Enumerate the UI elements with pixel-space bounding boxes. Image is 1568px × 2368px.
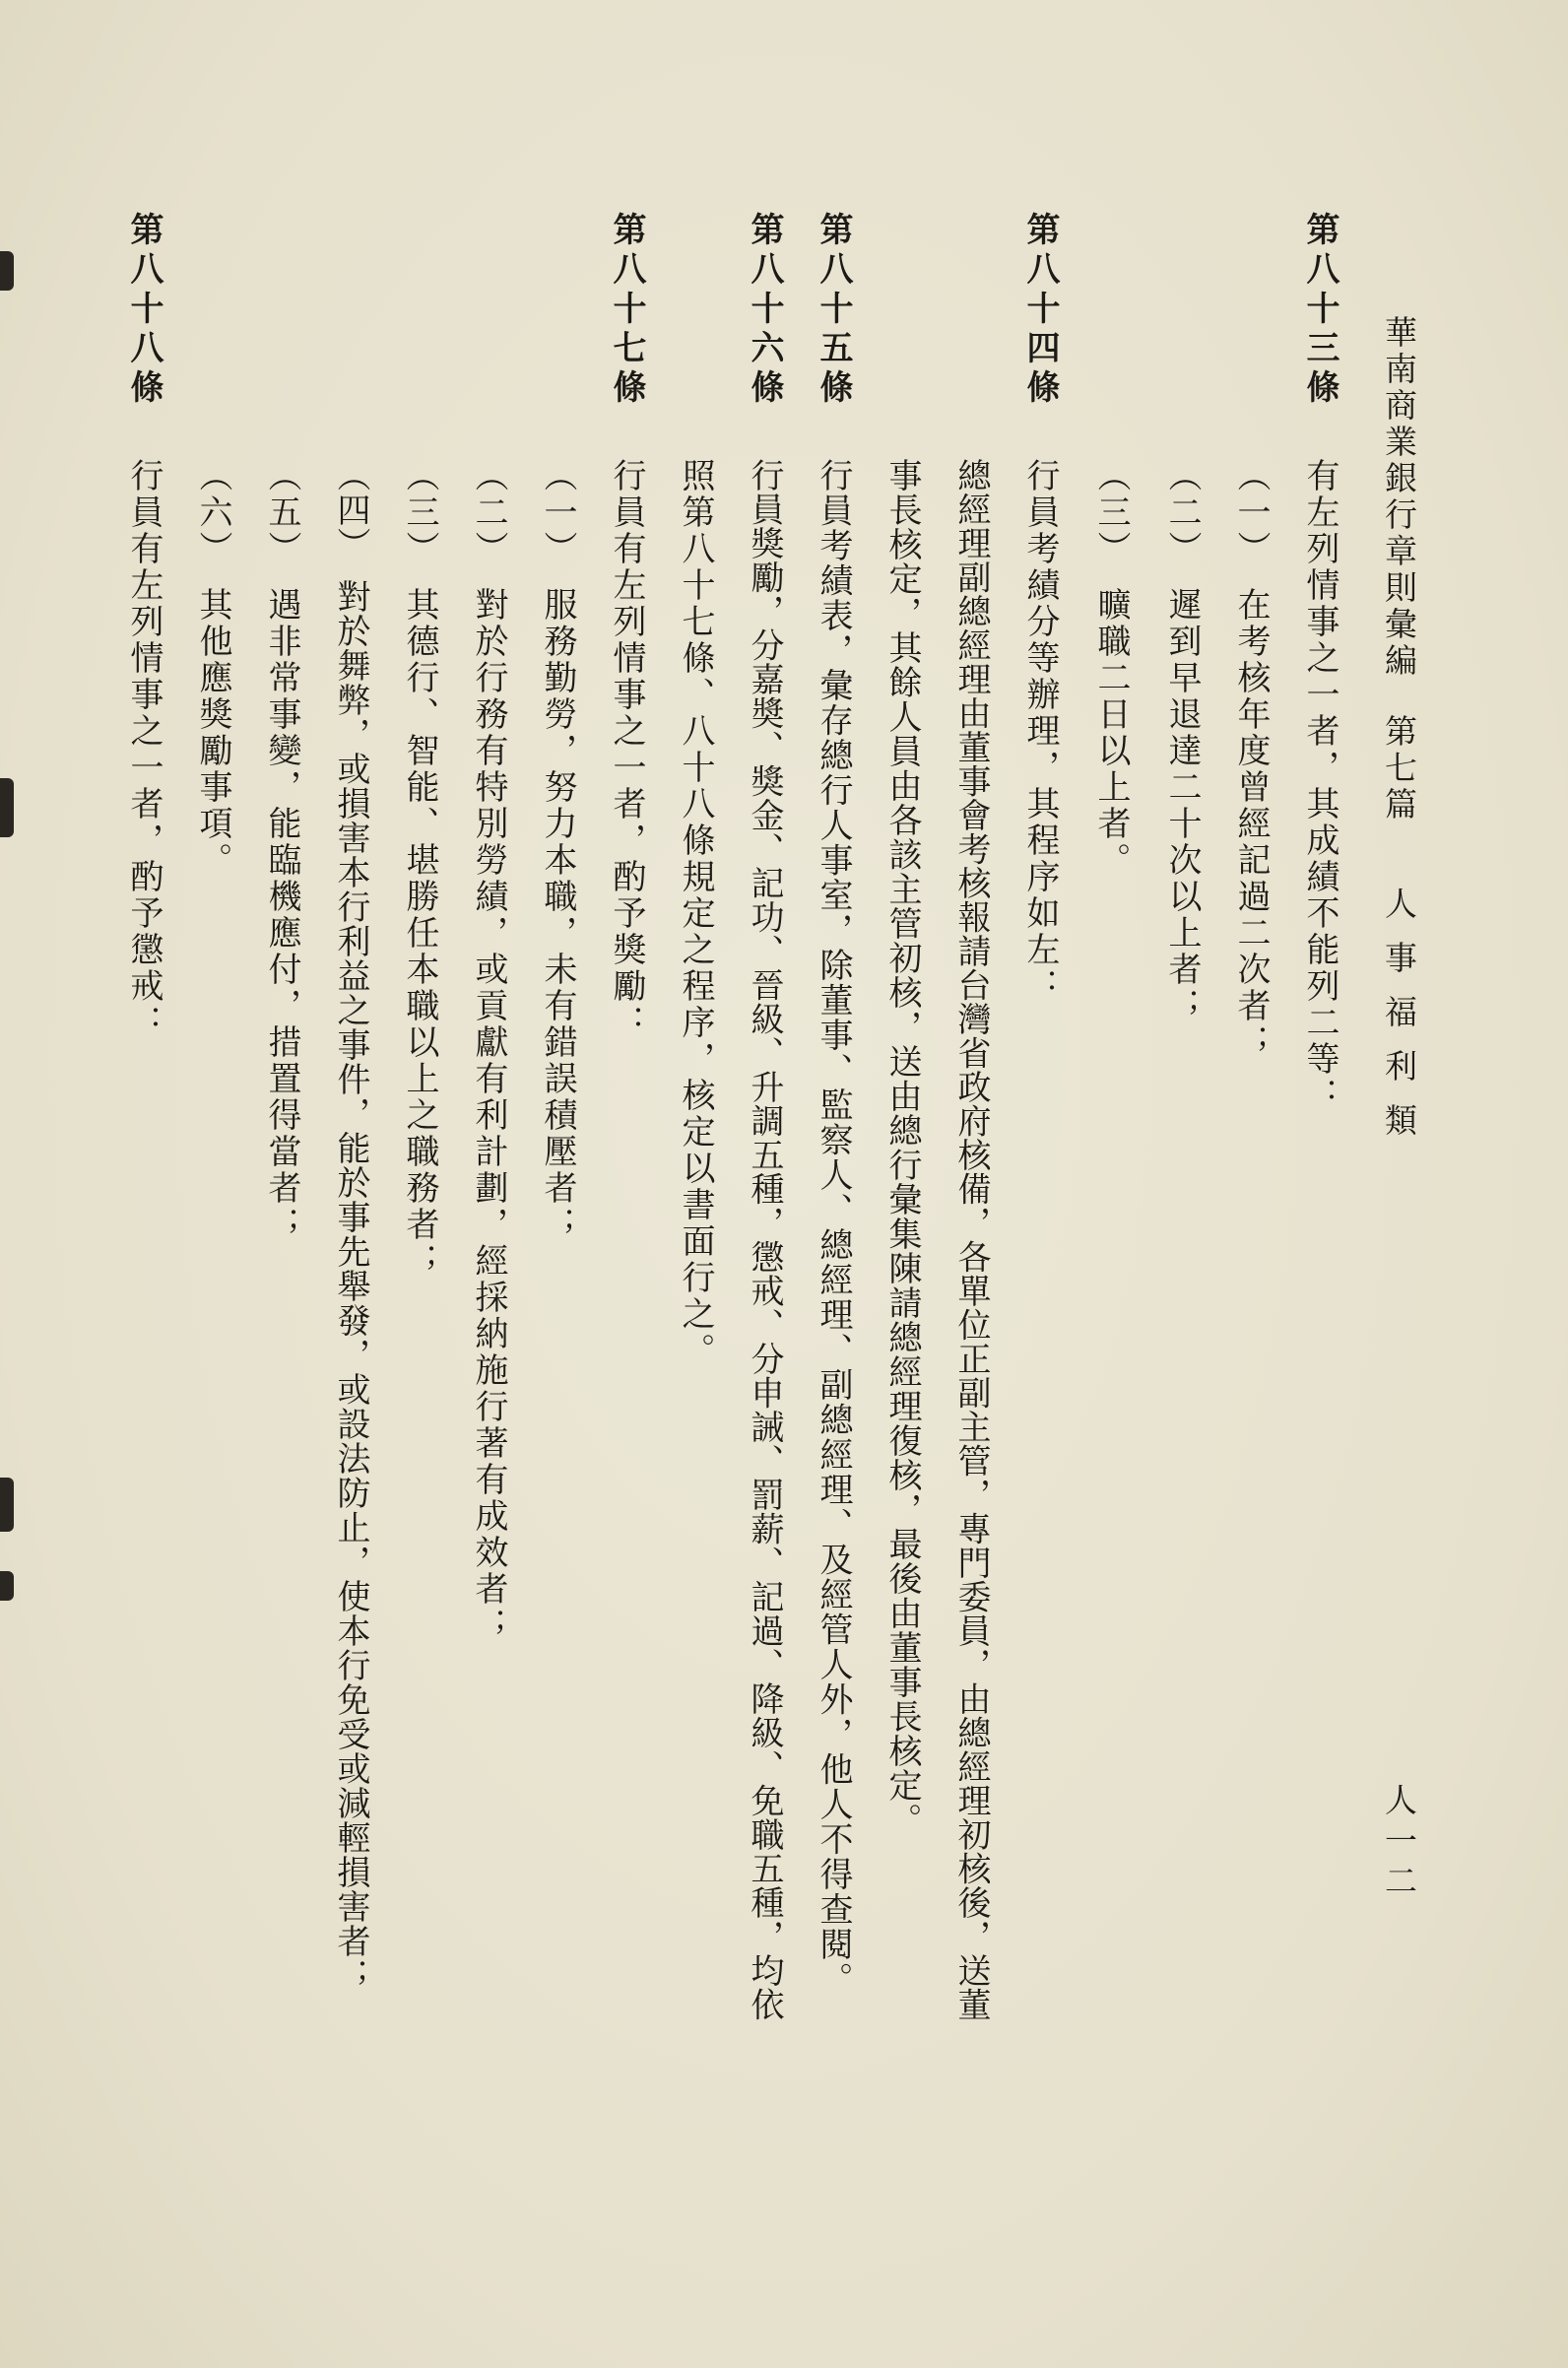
binding-edge-mark xyxy=(0,251,14,291)
binding-edge-mark xyxy=(0,1571,14,1601)
article-87-item-3: （三） 其德行、智能、堪勝任本職以上之職務者； xyxy=(400,458,439,1280)
article-88-text: 行員有左列情事之一者，酌予懲戒： xyxy=(124,458,163,1041)
article-84-text-3: 事長核定，其餘人員由各該主管初核，送由總行彙集陳請總經理復核，最後由董事長核定。 xyxy=(882,458,922,1837)
article-85-label: 第八十五條 xyxy=(814,212,853,409)
article-87-item-5: （五） 遇非常事變，能臨機應付，措置得當者； xyxy=(262,458,301,1243)
article-88-label: 第八十八條 xyxy=(124,212,163,409)
article-86-text-2: 照第八十七條、八十八條規定之程序，核定以書面行之。 xyxy=(676,458,715,1369)
article-83-item-2: （二） 遲到早退達二十次以上者； xyxy=(1162,458,1202,1024)
page-number: 人一二 xyxy=(1380,1783,1418,1904)
article-84-text-1: 行員考績分等辦理，其程序如左： xyxy=(1020,458,1060,1005)
article-87-item-6: （六） 其他應獎勵事項。 xyxy=(193,458,232,879)
section-title: 第七篇 xyxy=(1380,714,1418,823)
article-87-text: 行員有左列情事之一者，酌予獎勵： xyxy=(607,458,646,1041)
article-83-item-1: （一） 在考核年度曾經記過二次者； xyxy=(1231,458,1271,1061)
article-87-item-1: （一） 服務勤勞，努力本職，未有錯誤積壓者； xyxy=(538,458,577,1243)
category-title: 人事福利類 xyxy=(1380,887,1418,1157)
article-83-item-3: （三） 曠職二日以上者。 xyxy=(1091,458,1131,879)
article-86-text-1: 行員獎勵，分嘉奬、獎金、記功、晉級、升調五種，懲戒、分申誡、罰薪、記過、降級、免職五種，均依 xyxy=(745,458,784,2021)
article-86-label: 第八十六條 xyxy=(745,212,784,409)
binding-edge-mark xyxy=(0,778,14,837)
binding-edge-mark xyxy=(0,1478,14,1532)
article-84-label: 第八十四條 xyxy=(1020,212,1060,409)
article-85-text: 行員考績表，彙存總行人事室，除董事、監察人、總經理、副總經理、及經管人外，他人不得查閱。 xyxy=(814,458,853,1997)
article-83-label: 第八十三條 xyxy=(1300,212,1339,409)
article-87-item-2: （二） 對於行務有特別勞績，或貢獻有利計劃，經採納施行著有成效者； xyxy=(469,458,508,1644)
article-87-label: 第八十七條 xyxy=(607,212,646,409)
article-84-text-2: 總經理副總經理由董事會考核報請台灣省政府核備，各單位正副主管，專門委員，由總經理初核後，送董 xyxy=(951,458,991,2021)
article-87-item-4: （四） 對於舞弊，或損害本行利益之事件，能於事先舉發，或設法防止，使本行免受或減輕損害者； xyxy=(331,458,370,1993)
book-title: 華南商業銀行章則彙編 xyxy=(1380,315,1418,680)
article-83-text: 有左列情事之一者，其成績不能列二等： xyxy=(1300,458,1339,1114)
